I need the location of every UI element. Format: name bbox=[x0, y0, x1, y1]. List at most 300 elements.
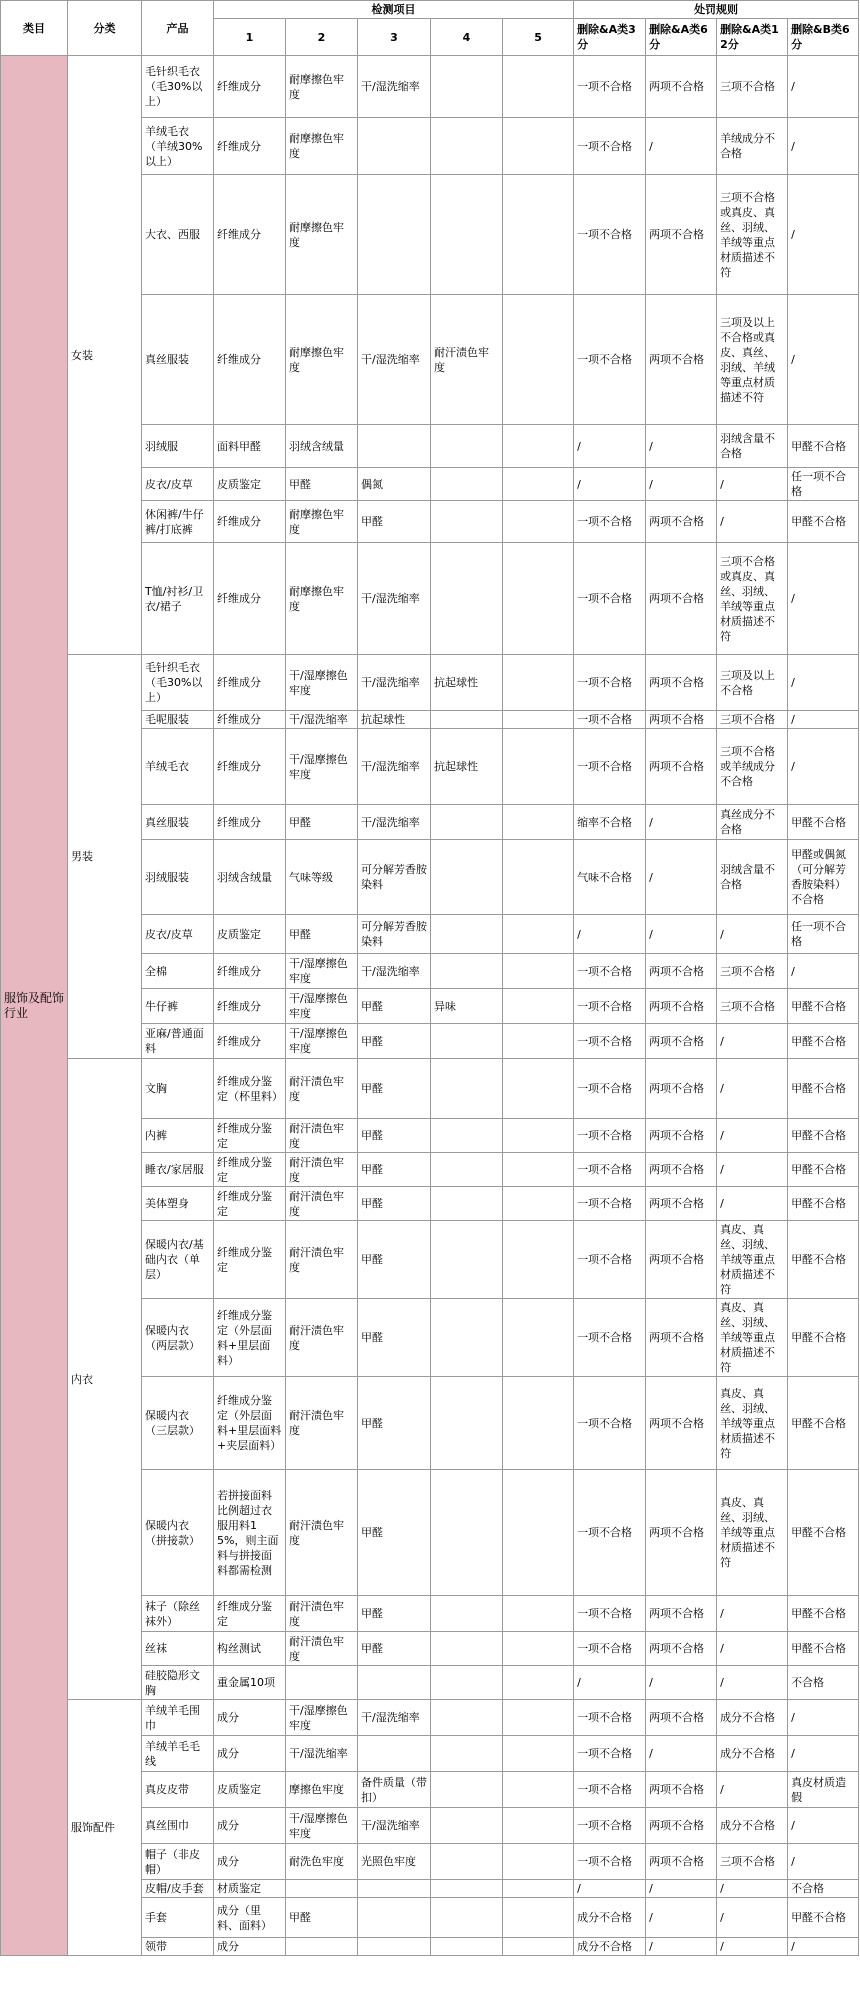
test-item-cell bbox=[431, 1187, 503, 1221]
penalty-cell: 甲醛不合格 bbox=[788, 1470, 859, 1596]
product-cell: 保暖内衣（拼接款） bbox=[142, 1470, 214, 1596]
table-row bbox=[1, 1700, 859, 1736]
penalty-cell: 两项不合格 bbox=[646, 543, 717, 655]
test-item-cell: 甲醛 bbox=[358, 501, 431, 543]
penalty-cell: 甲醛不合格 bbox=[788, 1221, 859, 1299]
test-item-cell: 构丝测试 bbox=[214, 1632, 286, 1666]
test-item-cell bbox=[503, 1119, 574, 1153]
test-item-cell bbox=[503, 56, 574, 118]
penalty-cell: 两项不合格 bbox=[646, 729, 717, 805]
penalty-cell: 两项不合格 bbox=[646, 1772, 717, 1808]
test-item-cell bbox=[431, 175, 503, 295]
test-item-cell bbox=[503, 1024, 574, 1059]
test-item-cell: 纤维成分鉴定 bbox=[214, 1153, 286, 1187]
penalty-cell: 两项不合格 bbox=[646, 1808, 717, 1844]
test-item-cell: 气味等级 bbox=[286, 840, 358, 915]
penalty-cell: / bbox=[646, 425, 717, 468]
test-item-cell: 干/湿洗缩率 bbox=[358, 954, 431, 989]
test-item-cell bbox=[358, 175, 431, 295]
penalty-cell: 真皮材质造假 bbox=[788, 1772, 859, 1808]
penalty-cell: 羊绒成分不合格 bbox=[717, 118, 788, 175]
penalty-cell: / bbox=[717, 501, 788, 543]
penalty-cell: / bbox=[717, 1666, 788, 1700]
test-item-cell bbox=[503, 468, 574, 501]
test-item-cell: 甲醛 bbox=[358, 1377, 431, 1470]
test-item-cell: 耐摩擦色牢度 bbox=[286, 501, 358, 543]
test-item-cell bbox=[503, 1844, 574, 1880]
test-item-cell: 干/湿摩擦色牢度 bbox=[286, 1700, 358, 1736]
penalty-cell: / bbox=[717, 1119, 788, 1153]
test-item-cell bbox=[286, 1938, 358, 1956]
penalty-cell: 三项不合格或羊绒成分不合格 bbox=[717, 729, 788, 805]
test-item-cell: 甲醛 bbox=[358, 1299, 431, 1377]
test-item-cell: 成分 bbox=[214, 1700, 286, 1736]
penalty-cell: 一项不合格 bbox=[574, 295, 646, 425]
test-item-cell: 干/湿摩擦色牢度 bbox=[286, 729, 358, 805]
test-item-cell: 摩擦色牢度 bbox=[286, 1772, 358, 1808]
test-item-cell: 耐摩擦色牢度 bbox=[286, 175, 358, 295]
test-item-cell: 纤维成分鉴定（外层面料+里层面料） bbox=[214, 1299, 286, 1377]
test-item-cell bbox=[503, 425, 574, 468]
penalty-cell: 三项不合格 bbox=[717, 989, 788, 1024]
subcategory-cell: 内衣 bbox=[68, 1059, 142, 1700]
test-item-cell: 面料甲醛 bbox=[214, 425, 286, 468]
test-item-cell: 重金属10项 bbox=[214, 1666, 286, 1700]
test-item-cell: 偶氮 bbox=[358, 468, 431, 501]
penalty-cell: 一项不合格 bbox=[574, 1808, 646, 1844]
test-item-cell bbox=[503, 711, 574, 729]
penalty-cell: / bbox=[788, 295, 859, 425]
penalty-cell: / bbox=[646, 468, 717, 501]
product-cell: 皮衣/皮草 bbox=[142, 468, 214, 501]
penalty-cell: / bbox=[717, 915, 788, 954]
penalty-cell: 三项不合格 bbox=[717, 954, 788, 989]
product-cell: 羽绒服 bbox=[142, 425, 214, 468]
test-item-cell bbox=[431, 954, 503, 989]
test-item-cell: 纤维成分鉴定（外层面料+里层面料+夹层面料） bbox=[214, 1377, 286, 1470]
test-item-cell bbox=[286, 1666, 358, 1700]
header-penalty-col: 删除&A类6分 bbox=[646, 19, 717, 56]
test-item-cell: 干/湿摩擦色牢度 bbox=[286, 954, 358, 989]
product-cell: T恤/衬衫/卫衣/裙子 bbox=[142, 543, 214, 655]
test-item-cell: 干/湿洗缩率 bbox=[286, 1736, 358, 1772]
product-cell: 真丝服装 bbox=[142, 805, 214, 840]
test-item-cell bbox=[358, 1736, 431, 1772]
test-item-cell bbox=[358, 1666, 431, 1700]
penalty-cell: 两项不合格 bbox=[646, 1700, 717, 1736]
test-item-cell bbox=[503, 1059, 574, 1119]
penalty-cell: / bbox=[717, 1059, 788, 1119]
test-item-cell bbox=[431, 1596, 503, 1632]
penalty-cell: 两项不合格 bbox=[646, 501, 717, 543]
product-cell: 美体塑身 bbox=[142, 1187, 214, 1221]
product-cell: 牛仔裤 bbox=[142, 989, 214, 1024]
penalty-cell: / bbox=[788, 1700, 859, 1736]
penalty-cell: 一项不合格 bbox=[574, 1221, 646, 1299]
penalty-cell: / bbox=[646, 805, 717, 840]
test-item-cell bbox=[431, 1898, 503, 1938]
test-item-cell: 可分解芳香胺染料 bbox=[358, 840, 431, 915]
product-cell: 皮帽/皮手套 bbox=[142, 1880, 214, 1898]
product-cell: 羽绒服装 bbox=[142, 840, 214, 915]
header-penalty-col: 删除&B类6分 bbox=[788, 19, 859, 56]
penalty-cell: / bbox=[717, 1898, 788, 1938]
test-item-cell: 甲醛 bbox=[358, 1024, 431, 1059]
test-item-cell: 干/湿洗缩率 bbox=[358, 655, 431, 711]
test-item-cell bbox=[358, 118, 431, 175]
test-item-cell bbox=[431, 1153, 503, 1187]
penalty-cell: 两项不合格 bbox=[646, 175, 717, 295]
penalty-cell: / bbox=[717, 1938, 788, 1956]
table-row bbox=[1, 56, 859, 118]
penalty-cell: 一项不合格 bbox=[574, 1596, 646, 1632]
test-item-cell: 耐汗渍色牢度 bbox=[286, 1059, 358, 1119]
test-item-cell bbox=[431, 1119, 503, 1153]
table-row bbox=[1, 655, 859, 711]
penalty-cell: 两项不合格 bbox=[646, 1059, 717, 1119]
penalty-cell: / bbox=[788, 543, 859, 655]
subcategory-cell: 女装 bbox=[68, 56, 142, 655]
penalty-cell: / bbox=[788, 56, 859, 118]
test-item-cell bbox=[431, 543, 503, 655]
penalty-cell: 一项不合格 bbox=[574, 1059, 646, 1119]
test-item-cell bbox=[503, 1187, 574, 1221]
penalty-cell: 真皮、真丝、羽绒、羊绒等重点材质描述不符 bbox=[717, 1377, 788, 1470]
test-item-cell: 甲醛 bbox=[286, 1898, 358, 1938]
test-item-cell bbox=[358, 1898, 431, 1938]
product-cell: 袜子（除丝袜外） bbox=[142, 1596, 214, 1632]
penalty-cell: 两项不合格 bbox=[646, 989, 717, 1024]
product-cell: 亚麻/普通面料 bbox=[142, 1024, 214, 1059]
test-item-cell: 耐汗渍色牢度 bbox=[286, 1377, 358, 1470]
subcategory-cell: 服饰配件 bbox=[68, 1700, 142, 1956]
test-item-cell: 甲醛 bbox=[358, 989, 431, 1024]
product-cell: 保暖内衣/基础内衣（单层） bbox=[142, 1221, 214, 1299]
product-cell: 全棉 bbox=[142, 954, 214, 989]
test-item-cell: 甲醛 bbox=[286, 468, 358, 501]
product-cell: 大衣、西服 bbox=[142, 175, 214, 295]
test-item-cell bbox=[431, 468, 503, 501]
test-item-cell: 甲醛 bbox=[358, 1119, 431, 1153]
test-item-cell: 材质鉴定 bbox=[214, 1880, 286, 1898]
test-item-cell: 纤维成分 bbox=[214, 118, 286, 175]
test-item-cell: 成分 bbox=[214, 1808, 286, 1844]
test-item-cell: 甲醛 bbox=[358, 1632, 431, 1666]
penalty-cell: 三项不合格或真皮、真丝、羽绒、羊绒等重点材质描述不符 bbox=[717, 543, 788, 655]
test-item-cell: 纤维成分鉴定 bbox=[214, 1119, 286, 1153]
test-item-cell bbox=[503, 1632, 574, 1666]
penalty-cell: 成分不合格 bbox=[574, 1938, 646, 1956]
test-item-cell: 耐汗渍色牢度 bbox=[286, 1119, 358, 1153]
test-item-cell: 皮质鉴定 bbox=[214, 1772, 286, 1808]
test-item-cell bbox=[431, 1808, 503, 1844]
test-item-cell: 干/湿洗缩率 bbox=[358, 729, 431, 805]
test-item-cell: 干/湿洗缩率 bbox=[358, 56, 431, 118]
test-item-cell bbox=[431, 840, 503, 915]
penalty-cell: 甲醛不合格 bbox=[788, 1377, 859, 1470]
penalty-cell: / bbox=[646, 118, 717, 175]
test-item-cell bbox=[431, 1736, 503, 1772]
product-cell: 真丝围巾 bbox=[142, 1808, 214, 1844]
test-item-cell: 纤维成分鉴定 bbox=[214, 1187, 286, 1221]
test-item-cell: 甲醛 bbox=[358, 1596, 431, 1632]
test-item-cell bbox=[431, 915, 503, 954]
penalty-cell: / bbox=[646, 1666, 717, 1700]
penalty-cell: 一项不合格 bbox=[574, 501, 646, 543]
test-item-cell: 耐汗渍色牢度 bbox=[286, 1153, 358, 1187]
test-item-cell: 耐摩擦色牢度 bbox=[286, 295, 358, 425]
penalty-cell: / bbox=[717, 1024, 788, 1059]
product-cell: 真丝服装 bbox=[142, 295, 214, 425]
product-cell: 毛针织毛衣（毛30%以上） bbox=[142, 56, 214, 118]
test-item-cell: 羽绒含绒量 bbox=[214, 840, 286, 915]
penalty-cell: 两项不合格 bbox=[646, 1596, 717, 1632]
test-item-cell bbox=[358, 1938, 431, 1956]
header-test-col: 5 bbox=[503, 19, 574, 56]
penalty-cell: 甲醛不合格 bbox=[788, 1059, 859, 1119]
test-item-cell: 甲醛 bbox=[358, 1187, 431, 1221]
penalty-cell: 不合格 bbox=[788, 1880, 859, 1898]
penalty-cell: 缩率不合格 bbox=[574, 805, 646, 840]
test-item-cell bbox=[431, 1880, 503, 1898]
test-item-cell bbox=[503, 1666, 574, 1700]
test-item-cell: 纤维成分 bbox=[214, 295, 286, 425]
test-item-cell: 纤维成分鉴定（杯里料） bbox=[214, 1059, 286, 1119]
penalty-cell: 一项不合格 bbox=[574, 175, 646, 295]
test-item-cell: 甲醛 bbox=[358, 1470, 431, 1596]
penalty-cell: 两项不合格 bbox=[646, 1844, 717, 1880]
penalty-cell: / bbox=[646, 1898, 717, 1938]
test-item-cell: 纤维成分 bbox=[214, 954, 286, 989]
penalty-cell: / bbox=[646, 1880, 717, 1898]
test-item-cell bbox=[503, 175, 574, 295]
penalty-cell: 一项不合格 bbox=[574, 1153, 646, 1187]
test-item-cell bbox=[431, 425, 503, 468]
test-item-cell bbox=[503, 1880, 574, 1898]
product-cell: 硅胶隐形文胸 bbox=[142, 1666, 214, 1700]
penalty-cell: 一项不合格 bbox=[574, 1377, 646, 1470]
test-item-cell bbox=[503, 1808, 574, 1844]
test-item-cell bbox=[503, 915, 574, 954]
penalty-cell: 两项不合格 bbox=[646, 954, 717, 989]
penalty-cell: 一项不合格 bbox=[574, 1736, 646, 1772]
test-item-cell bbox=[431, 1024, 503, 1059]
penalty-cell: 两项不合格 bbox=[646, 295, 717, 425]
penalty-cell: 三项不合格或真皮、真丝、羽绒、羊绒等重点材质描述不符 bbox=[717, 175, 788, 295]
penalty-cell: / bbox=[717, 1880, 788, 1898]
penalty-cell: 甲醛不合格 bbox=[788, 805, 859, 840]
test-item-cell: 甲醛 bbox=[358, 1153, 431, 1187]
penalty-cell: 两项不合格 bbox=[646, 56, 717, 118]
penalty-cell: 甲醛不合格 bbox=[788, 1187, 859, 1221]
test-item-cell: 成分 bbox=[214, 1844, 286, 1880]
penalty-cell: 真丝成分不合格 bbox=[717, 805, 788, 840]
test-item-cell: 纤维成分 bbox=[214, 655, 286, 711]
penalty-cell: 一项不合格 bbox=[574, 118, 646, 175]
test-item-cell: 干/湿洗缩率 bbox=[358, 1808, 431, 1844]
penalty-cell: 两项不合格 bbox=[646, 1221, 717, 1299]
penalty-cell: 羽绒含量不合格 bbox=[717, 840, 788, 915]
header-test-col: 3 bbox=[358, 19, 431, 56]
penalty-cell: / bbox=[788, 954, 859, 989]
test-item-cell: 皮质鉴定 bbox=[214, 915, 286, 954]
test-item-cell bbox=[503, 118, 574, 175]
test-item-cell bbox=[431, 1059, 503, 1119]
penalty-cell: 真皮、真丝、羽绒、羊绒等重点材质描述不符 bbox=[717, 1470, 788, 1596]
test-item-cell: 耐摩擦色牢度 bbox=[286, 118, 358, 175]
penalty-cell: / bbox=[646, 915, 717, 954]
test-item-cell bbox=[503, 1938, 574, 1956]
test-item-cell bbox=[503, 729, 574, 805]
category-cell: 服饰及配饰行业 bbox=[1, 56, 68, 1956]
penalty-cell: / bbox=[574, 915, 646, 954]
penalty-cell: 甲醛不合格 bbox=[788, 1596, 859, 1632]
penalty-cell: 甲醛不合格 bbox=[788, 1153, 859, 1187]
penalty-cell: 两项不合格 bbox=[646, 1470, 717, 1596]
product-cell: 毛呢服装 bbox=[142, 711, 214, 729]
product-cell: 保暖内衣（三层款） bbox=[142, 1377, 214, 1470]
header-penalty: 处罚规则 bbox=[574, 1, 859, 19]
test-item-cell: 可分解芳香胺染料 bbox=[358, 915, 431, 954]
penalty-cell: 两项不合格 bbox=[646, 1187, 717, 1221]
penalty-cell: 甲醛不合格 bbox=[788, 1299, 859, 1377]
header-subcategory: 分类 bbox=[68, 1, 142, 56]
penalty-cell: / bbox=[788, 655, 859, 711]
test-item-cell bbox=[503, 805, 574, 840]
test-item-cell: 备件质量（带扣） bbox=[358, 1772, 431, 1808]
penalty-cell: 一项不合格 bbox=[574, 1470, 646, 1596]
test-item-cell bbox=[503, 1377, 574, 1470]
test-item-cell: 干/湿摩擦色牢度 bbox=[286, 1024, 358, 1059]
test-item-cell: 耐汗渍色牢度 bbox=[431, 295, 503, 425]
test-item-cell: 光照色牢度 bbox=[358, 1844, 431, 1880]
test-item-cell bbox=[431, 711, 503, 729]
test-item-cell: 若拼接面料比例超过衣服用料15%，则主面料与拼接面料都需检测 bbox=[214, 1470, 286, 1596]
penalty-cell: / bbox=[717, 1632, 788, 1666]
penalty-cell: 成分不合格 bbox=[717, 1736, 788, 1772]
test-item-cell bbox=[503, 954, 574, 989]
penalty-cell: / bbox=[574, 425, 646, 468]
penalty-cell: 气味不合格 bbox=[574, 840, 646, 915]
penalty-cell: 三项不合格 bbox=[717, 711, 788, 729]
test-item-cell: 抗起球性 bbox=[358, 711, 431, 729]
test-item-cell bbox=[431, 1666, 503, 1700]
penalty-cell: 三项不合格 bbox=[717, 1844, 788, 1880]
penalty-cell: 一项不合格 bbox=[574, 1844, 646, 1880]
header-category: 类目 bbox=[1, 1, 68, 56]
test-item-cell bbox=[503, 1470, 574, 1596]
test-item-cell: 甲醛 bbox=[358, 1059, 431, 1119]
product-cell: 休闲裤/牛仔裤/打底裤 bbox=[142, 501, 214, 543]
test-item-cell: 耐汗渍色牢度 bbox=[286, 1470, 358, 1596]
penalty-cell: / bbox=[788, 118, 859, 175]
product-cell: 真皮皮带 bbox=[142, 1772, 214, 1808]
test-item-cell: 耐汗渍色牢度 bbox=[286, 1187, 358, 1221]
table-row bbox=[1, 1059, 859, 1119]
test-item-cell bbox=[503, 501, 574, 543]
product-cell: 羊绒毛衣（羊绒30%以上） bbox=[142, 118, 214, 175]
test-item-cell bbox=[503, 1736, 574, 1772]
penalty-cell: 一项不合格 bbox=[574, 729, 646, 805]
test-item-cell bbox=[503, 1898, 574, 1938]
penalty-cell: / bbox=[646, 1736, 717, 1772]
test-item-cell: 纤维成分 bbox=[214, 175, 286, 295]
test-item-cell bbox=[431, 1938, 503, 1956]
penalty-cell: 任一项不合格 bbox=[788, 468, 859, 501]
penalty-cell: 两项不合格 bbox=[646, 1153, 717, 1187]
penalty-cell: 甲醛不合格 bbox=[788, 425, 859, 468]
penalty-cell: 一项不合格 bbox=[574, 1119, 646, 1153]
product-cell: 文胸 bbox=[142, 1059, 214, 1119]
test-item-cell bbox=[431, 56, 503, 118]
penalty-cell: 甲醛不合格 bbox=[788, 1898, 859, 1938]
penalty-cell: / bbox=[788, 1844, 859, 1880]
test-item-cell: 异味 bbox=[431, 989, 503, 1024]
test-item-cell bbox=[503, 1153, 574, 1187]
test-item-cell: 耐汗渍色牢度 bbox=[286, 1632, 358, 1666]
product-cell: 羊绒羊毛围巾 bbox=[142, 1700, 214, 1736]
test-item-cell: 抗起球性 bbox=[431, 729, 503, 805]
test-item-cell bbox=[503, 1700, 574, 1736]
test-item-cell: 干/湿洗缩率 bbox=[358, 1700, 431, 1736]
penalty-cell: / bbox=[574, 1666, 646, 1700]
penalty-cell: 两项不合格 bbox=[646, 1377, 717, 1470]
product-cell: 睡衣/家居服 bbox=[142, 1153, 214, 1187]
penalty-cell: / bbox=[717, 1596, 788, 1632]
test-item-cell: 干/湿摩擦色牢度 bbox=[286, 655, 358, 711]
penalty-cell: 一项不合格 bbox=[574, 954, 646, 989]
test-item-cell: 纤维成分 bbox=[214, 56, 286, 118]
penalty-cell: / bbox=[717, 1187, 788, 1221]
penalty-cell: / bbox=[646, 1938, 717, 1956]
test-item-cell: 耐摩擦色牢度 bbox=[286, 543, 358, 655]
penalty-cell: 真皮、真丝、羽绒、羊绒等重点材质描述不符 bbox=[717, 1221, 788, 1299]
penalty-cell: 成分不合格 bbox=[717, 1700, 788, 1736]
penalty-cell: 一项不合格 bbox=[574, 1772, 646, 1808]
test-item-cell bbox=[358, 1880, 431, 1898]
test-item-cell bbox=[431, 1299, 503, 1377]
product-cell: 羊绒毛衣 bbox=[142, 729, 214, 805]
penalty-cell: 成分不合格 bbox=[574, 1898, 646, 1938]
test-item-cell: 干/湿洗缩率 bbox=[286, 711, 358, 729]
product-cell: 内裤 bbox=[142, 1119, 214, 1153]
penalty-cell: 两项不合格 bbox=[646, 711, 717, 729]
penalty-cell: / bbox=[574, 468, 646, 501]
test-item-cell bbox=[431, 1700, 503, 1736]
test-item-cell: 甲醛 bbox=[286, 805, 358, 840]
test-item-cell bbox=[503, 295, 574, 425]
penalty-cell: / bbox=[788, 1808, 859, 1844]
test-item-cell: 纤维成分 bbox=[214, 543, 286, 655]
header-test-items: 检测项目 bbox=[214, 1, 574, 19]
product-cell: 领带 bbox=[142, 1938, 214, 1956]
penalty-cell: 羽绒含量不合格 bbox=[717, 425, 788, 468]
penalty-cell: / bbox=[574, 1880, 646, 1898]
penalty-cell: 两项不合格 bbox=[646, 1024, 717, 1059]
product-cell: 毛针织毛衣（毛30%以上） bbox=[142, 655, 214, 711]
penalty-cell: 一项不合格 bbox=[574, 1299, 646, 1377]
penalty-cell: / bbox=[788, 729, 859, 805]
penalty-cell: 一项不合格 bbox=[574, 1632, 646, 1666]
test-item-cell bbox=[431, 1221, 503, 1299]
test-item-cell: 干/湿洗缩率 bbox=[358, 805, 431, 840]
test-item-cell bbox=[431, 118, 503, 175]
test-item-cell bbox=[503, 1221, 574, 1299]
penalty-cell: 三项及以上不合格或真皮、真丝、羽绒、羊绒等重点材质描述不符 bbox=[717, 295, 788, 425]
product-cell: 皮衣/皮草 bbox=[142, 915, 214, 954]
test-item-cell: 成分 bbox=[214, 1938, 286, 1956]
penalty-cell: 一项不合格 bbox=[574, 543, 646, 655]
